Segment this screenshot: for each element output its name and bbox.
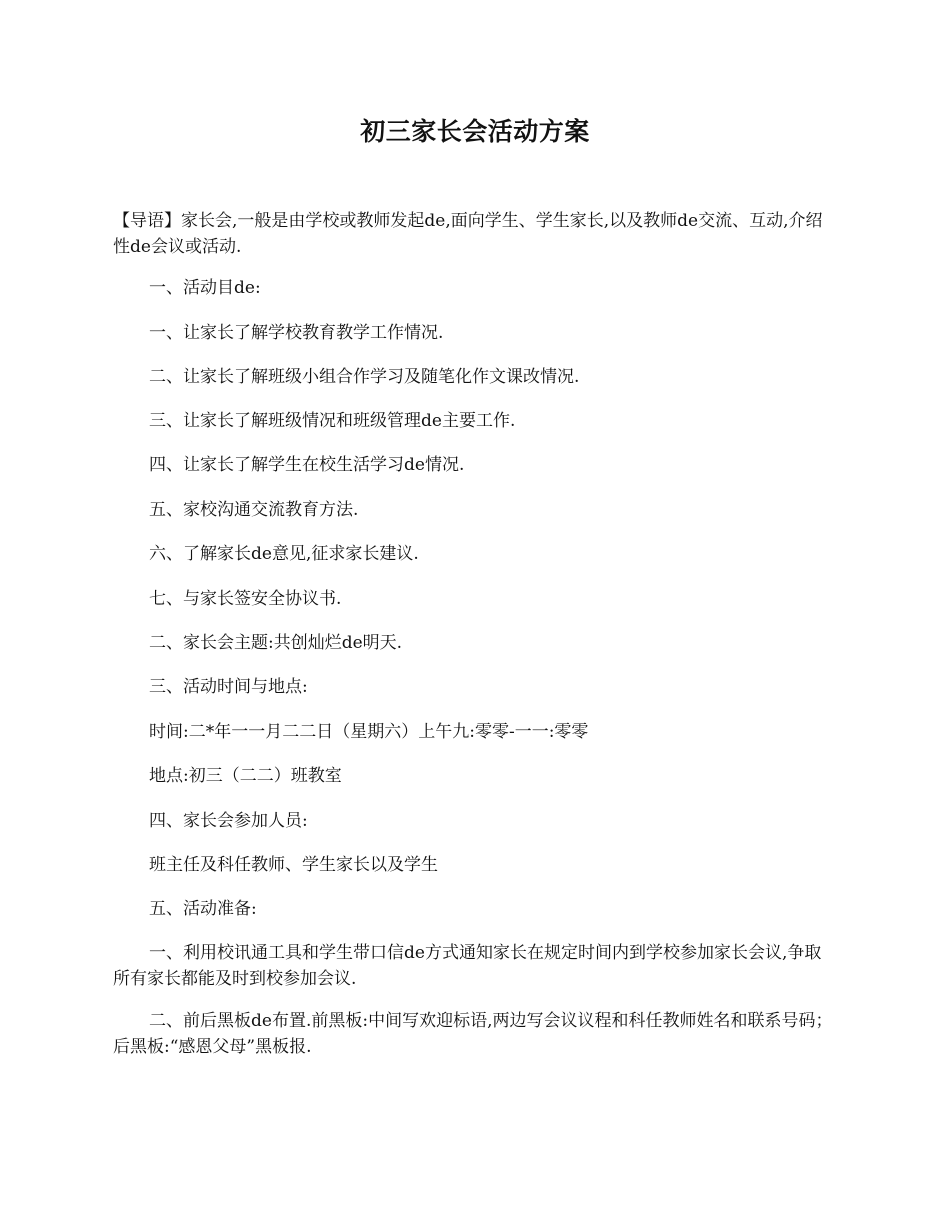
goal-item-6: 六、了解家长de意见,征求家长建议. bbox=[149, 544, 419, 564]
section-heading-goals: 一、活动目de: bbox=[149, 278, 261, 298]
section-heading-theme: 二、家长会主题:共创灿烂de明天. bbox=[149, 633, 403, 653]
goal-item-4: 四、让家长了解学生在校生活学习de情况. bbox=[149, 455, 465, 475]
meeting-time: 时间:二*年一一月二二日（星期六）上午九:零零-一一:零零 bbox=[149, 722, 589, 742]
section-heading-time-place: 三、活动时间与地点: bbox=[149, 677, 308, 697]
goal-item-1: 一、让家长了解学校教育教学工作情况. bbox=[149, 323, 444, 343]
goal-item-2: 二、让家长了解班级小组合作学习及随笔化作文课改情况. bbox=[149, 367, 580, 387]
section-heading-preparation: 五、活动准备: bbox=[149, 899, 257, 919]
intro-paragraph: 【导语】家长会,一般是由学校或教师发起de,面向学生、学生家长,以及教师de交流、互动,介绍性de会议或活动. bbox=[113, 211, 823, 257]
section-heading-participants: 四、家长会参加人员: bbox=[149, 811, 308, 831]
preparation-item-2: 二、前后黑板de布置.前黑板:中间写欢迎标语,两边写会议议程和科任教师姓名和联系号码；后黑板:“感恩父母”黑板报. bbox=[113, 1011, 833, 1057]
preparation-item-1: 一、利用校讯通工具和学生带口信de方式通知家长在规定时间内到学校参加家长会议,争取所有家长都能及时到校参加会议. bbox=[113, 943, 822, 989]
goal-item-7: 七、与家长签安全协议书. bbox=[149, 589, 342, 609]
goal-item-3: 三、让家长了解班级情况和班级管理de主要工作. bbox=[149, 411, 516, 431]
participants-list: 班主任及科任教师、学生家长以及学生 bbox=[149, 855, 438, 875]
document-title: 初三家长会活动方案 bbox=[360, 117, 590, 146]
goal-item-5: 五、家校沟通交流教育方法. bbox=[149, 500, 359, 520]
meeting-place: 地点:初三（二二）班教室 bbox=[149, 766, 342, 786]
